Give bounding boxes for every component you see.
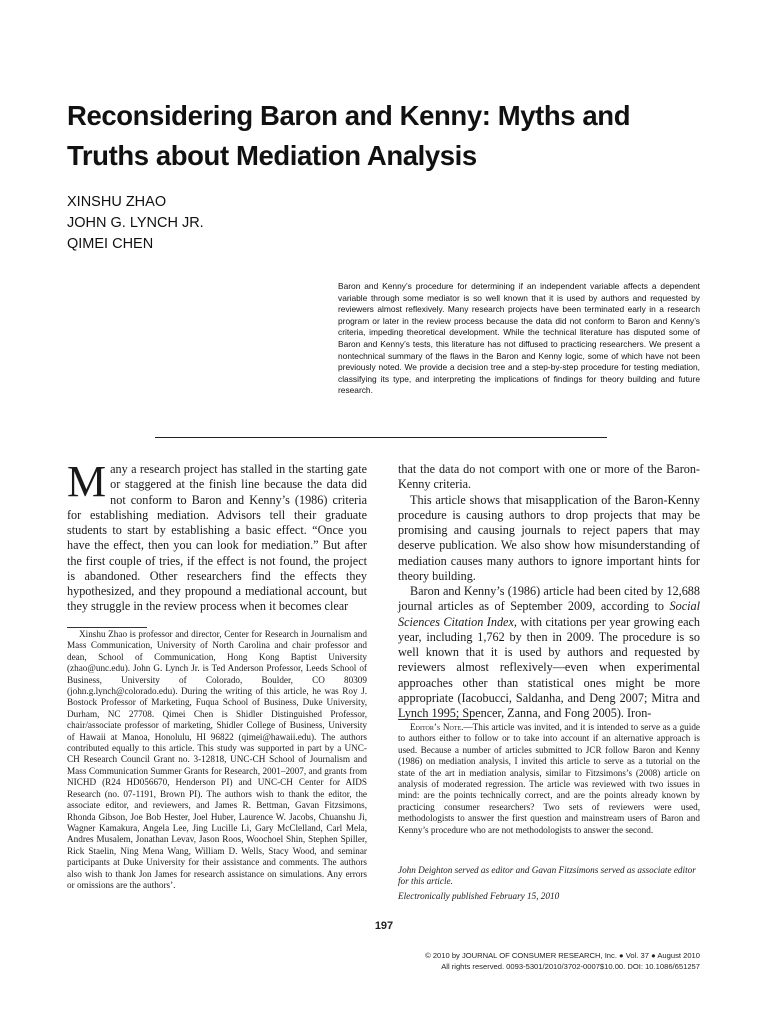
editor-credit: John Deighton served as editor and Gavan Fitzsimons served as associate editor for this article. — [398, 865, 696, 887]
author-name: QIMEI CHEN — [67, 236, 154, 252]
publication-date: Electronically published February 15, 2010 — [398, 891, 560, 901]
author-name: JOHN G. LYNCH JR. — [67, 215, 204, 231]
section-divider — [155, 437, 607, 438]
body-column-left — [67, 457, 367, 615]
body-text: with citations per year growing each year, including 1,762 by then in 2009. The procedure is so well known that it is used by authors and requested by reviewers almost reflexively—even when experimental approaches other than statistical ones might be more appropriate (Iacobucci, Saldanha, and Deng 2007; Mitra and Lynch 1995; Spencer, Zanna, and Fong 2005). Iron- — [398, 614, 700, 720]
copyright-line: All rights reserved. 0093-5301/2010/3702-0007$10.00. DOI: 10.1086/651257 — [441, 962, 700, 971]
abstract: Baron and Kenny’s procedure for determining if an independent variable affects a dependent variable through some mediator is so well known that it is used by authors and requested by reviewers almost reflexively. Many research projects have been terminated early in a research program or later in the review process because the data did not conform to Baron and Kenny’s criteria, impeding theoretical development. While the technical literature has disputed some of Baron and Kenny’s tests, this literature has not diffused to practicing researchers. We present a nontechnical summary of the flaws in the Baron and Kenny logic, some of which have not been previously noted. We provide a decision tree and a step-by-step procedure for testing mediation, classifying its type, and interpreting the implications of findings for theory building and future research. — [338, 281, 700, 396]
footnote-divider — [67, 627, 147, 628]
drop-cap: M — [67, 457, 107, 506]
body-paragraph: This article shows that misapplication of the Baron-Kenny procedure is causing authors to drop projects that may be promising and causing journals to reject papers that may deserve publication. We also show how misunderstanding of mediation causes many authors to ignore important hints for theory building. — [398, 492, 700, 583]
citation-index-name: Social Sciences Citation Index, — [398, 599, 700, 629]
body-paragraph: that the data do not comport with one or more of the Baron-Kenny criteria. — [398, 462, 700, 492]
body-paragraph — [398, 584, 700, 721]
author-list — [67, 192, 204, 255]
editors-note-label: Editor’s Note. — [410, 722, 464, 732]
intro-text: any a research project has stalled in the starting gate or staggered at the finish line because the data did not conform to Baron and Kenny’s (1986) criteria for establishing mediation. Advisors tell their graduate students to start by establishing a basic effect. “Once you have the effect, then you can look for mediation.” But after the first couple of tries, if the effect is not found, the project is abandoned. Other researchers find the effects they hypothesized, and they propound a mediational account, but they struggle in the review process when it becomes clear — [67, 462, 367, 614]
editors-note-divider — [398, 719, 478, 720]
article-title: Reconsidering Baron and Kenny: Myths and Truths about Mediation Analysis — [67, 100, 631, 171]
page-number: 197 — [374, 920, 394, 932]
author-name: XINSHU ZHAO — [67, 194, 167, 210]
copyright-line: © 2010 by JOURNAL OF CONSUMER RESEARCH, Inc. ● Vol. 37 ● August 2010 — [425, 951, 700, 960]
intro-paragraph — [67, 457, 367, 615]
editors-note-text: —This article was invited, and it is intended to serve as a guide to authors either to follow or to take into account if an alternative approach is used. Because a number of articles submitted to JCR follow Baron and Kenny (1986) on mediation analysis, I invited this article to serve as a tutorial on the state of the art in mediation analysis, similar to Fitzsimons’s (2008) article on analysis of moderated regression. The article was reviewed with two issues in mind: are the points technically correct, and are the points already known by practicing consumer researchers? Two sets of reviewers were used, methodologists to answer the first question and mainstream users of Baron and Kenny’s procedure who are not methodologists to answer the second. — [398, 722, 701, 835]
body-column-right — [398, 462, 700, 721]
author-footnote: Xinshu Zhao is professor and director, Center for Research in Journalism and Mass Communication, University of North Carolina and chair professor and dean, School of Communication, Hong Kong Baptist University (zhao@unc.edu). John G. Lynch Jr. is Ted Anderson Professor, Leeds School of Business, University of Colorado, Boulder, CO 80309 (john.g.lynch@colorado.edu). During the writing of this article, he was Roy J. Bostock Professor of Marketing, Fuqua School of Business, Duke University, Durham, NC 27708. Qimei Chen is Shidler Distinguished Professor, chair/associate professor of marketing, Shidler College of Business, University of Hawaii at Manoa, Honolulu, HI 96822 (qimei@hawaii.edu). The authors contributed equally to this article. This study was supported in part by a UNC-CH Research Council Grant no. 3-12818, UNC-CH School of Journalism and Mass Communication Summer Grants for Research, 2001–2007, and grants from NICHD (R24 HD056670, Henderson PI) and UNC-CH Center for AIDS Research (no. 07-1191, Brown PI). The authors wish to thank the editor, the associate editor, and reviewers, and James R. Bettman, Gavan Fitzsimons, Rhonda Gibson, Joe Bob Hester, Joel Huber, Laurence W. Jacobs, Chuanshu Ji, Wagner Kamakura, Angela Lee, Jing Lucille Li, Gary McClelland, Carl Mela, Andres Musalem, Jonathan Levav, Jason Roos, Woochoel Shin, Stephen Spiller, Rick Staelin, Ning Mena Wang, William D. Wells, Stacy Wood, and seminar participants at Duke University for their assistance and comments. The authors also wish to thank Jon James for research assistance on simulations. Any errors or omissions are the authors’. — [67, 629, 367, 890]
editors-note — [398, 722, 700, 836]
copyright-notice — [398, 950, 700, 972]
body-text: Baron and Kenny’s (1986) article had been cited by 12,688 journal articles as of September 2009, according to — [398, 584, 700, 614]
